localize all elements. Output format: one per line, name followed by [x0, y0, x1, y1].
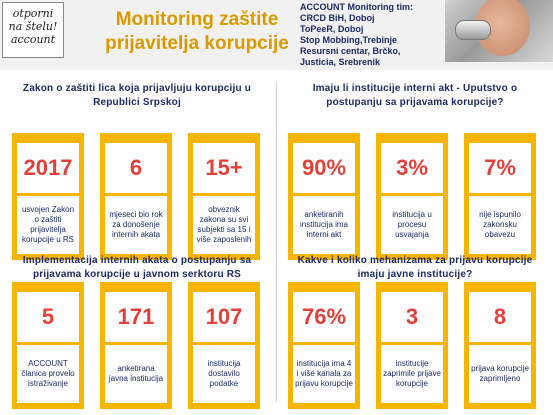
- stat-card: [12, 133, 84, 260]
- stat-label: institucija u procesu usvajanja: [381, 196, 443, 254]
- stat-card: [100, 282, 172, 409]
- stat-value: 3%: [381, 143, 443, 193]
- stat-value: 3: [381, 292, 443, 342]
- stat-label: ACCOUNT članica provelo istraživanje: [17, 345, 79, 403]
- stat-value: 5: [17, 292, 79, 342]
- stat-label: mjeseci bio rok za donošenje internih akata: [105, 196, 167, 254]
- stat-label: institucija ima 4 i više kanala za prijavu korupcije: [293, 345, 355, 403]
- stat-card: [188, 282, 260, 409]
- stat-label: usvojen Zakon o zaštiti prijavitelja korupcije u RS: [17, 196, 79, 254]
- team-line: ToPeeR, Doboj: [300, 24, 364, 34]
- team-line: Justicia, Srebrenik: [300, 57, 381, 67]
- whistle-icon: [455, 20, 491, 40]
- team-line: CRCD BiH, Doboj: [300, 13, 375, 23]
- logo-line: otporni: [12, 7, 54, 20]
- stat-value: 8: [469, 292, 531, 342]
- stat-value: 171: [105, 292, 167, 342]
- section-title: Imaju li institucije interni akt - Uputstvo o postupanju sa prijavama korupcije?: [312, 83, 518, 108]
- stat-label: nije ispunilo zakonsku obavezu: [469, 196, 531, 254]
- stat-value: 2017: [17, 143, 79, 193]
- team-line: ACCOUNT Monitoring tim:: [300, 2, 413, 12]
- column-divider: [276, 82, 277, 402]
- stat-card: [12, 282, 84, 409]
- logo-line: na štelu!: [8, 20, 58, 33]
- stat-value: 107: [193, 292, 255, 342]
- stat-card: [376, 282, 448, 409]
- stat-value: 15+: [193, 143, 255, 193]
- logo-line: account: [10, 33, 56, 46]
- stat-value: 76%: [293, 292, 355, 342]
- stat-label: institucija dostavilo podatke: [193, 345, 255, 403]
- stat-card: [100, 133, 172, 260]
- stat-card: [288, 282, 360, 409]
- stat-card: [188, 133, 260, 260]
- stat-label: prijava korupcije zaprimljeno: [469, 345, 531, 403]
- stat-value: 6: [105, 143, 167, 193]
- team-line: Stop Mobbing,Trebinje: [300, 35, 397, 45]
- stat-label: anketirana javna institucija: [105, 345, 167, 403]
- stat-value: 7%: [469, 143, 531, 193]
- section-title: Kakve i koliko mehanizama za prijavu korupcije imaju javne institucije?: [297, 255, 533, 280]
- page-title: Monitoring zaštite prijavitelja korupcije: [105, 9, 289, 54]
- account-logo: [2, 2, 64, 58]
- header: [0, 0, 553, 70]
- stat-card: [288, 133, 360, 260]
- stat-label: institucije zaprimile prijave korupcije: [381, 345, 443, 403]
- section-title: Zakon o zaštiti lica koja prijavljuju korupciju u Republici Srpskoj: [22, 83, 252, 108]
- section-title: Implementacija internih akata o postupanju sa prijavama korupcije u javnom serktoru RS: [22, 255, 252, 280]
- stat-card: [464, 133, 536, 260]
- team-list: [300, 2, 440, 68]
- whistle-photo: [445, 0, 553, 62]
- team-line: Resursni centar, Brčko,: [300, 46, 401, 56]
- stat-label: obveznik zakona su svi subjekti sa 15 i više zaposlenih: [193, 196, 255, 254]
- stat-value: 90%: [293, 143, 355, 193]
- stat-card: [376, 133, 448, 260]
- stat-card: [464, 282, 536, 409]
- stat-label: anketiranih institucija ima interni akt: [293, 196, 355, 254]
